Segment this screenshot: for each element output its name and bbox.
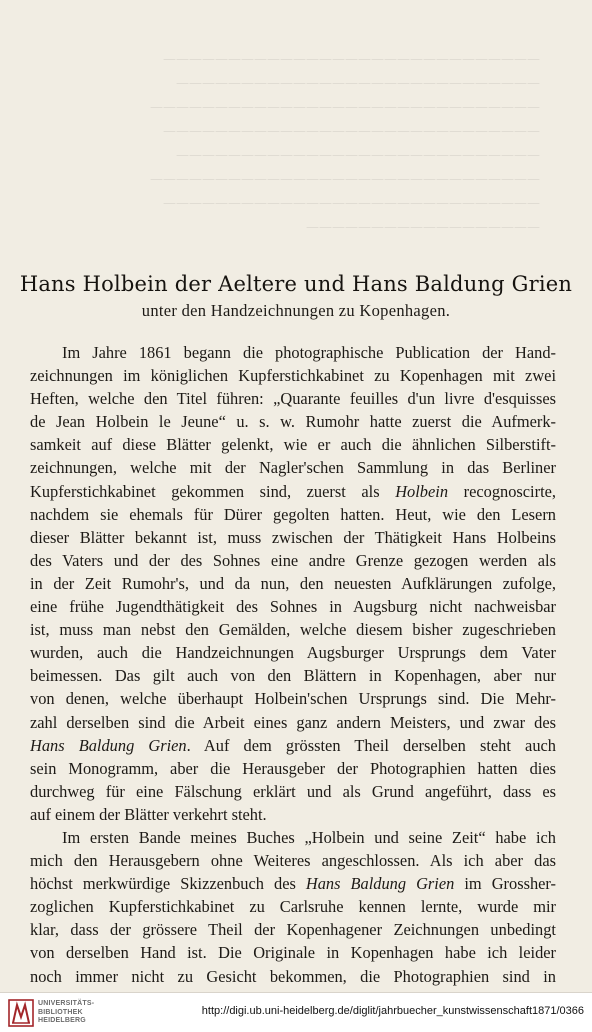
text-line: zoglichen Kupferstichkabinet zu Carlsruhe kennen lernte, wurde mir: [30, 897, 556, 917]
text-line: sein Monogramm, aber die Herausgeber der Photographien hatten dies: [30, 758, 556, 778]
text-line: Kupferstichkabinet gekommen sind, zuerst als Holbein recognoscirte,: [30, 481, 556, 501]
text-line: Im ersten Bande meines Buches „Holbein und seine Zeit“ habe ich: [62, 827, 556, 847]
body-text: [30, 341, 556, 988]
text-line: Im Jahre 1861 begann die photographische Publication der Hand-: [62, 343, 556, 362]
university-library-logo-icon: [8, 999, 34, 1027]
text-line: zeichnungen, welche mit der Nagler'schen Sammlung in das Berliner: [30, 458, 556, 478]
text-line: eine frühe Jugendthätigkeit des Sohnes in Augsburg nicht nachweisbar: [30, 597, 556, 617]
text-line: klar, dass der grössere Theil der Kopenhagener Zeichnungen unbedingt: [30, 920, 556, 940]
text-line: Heften, welche den Titel führen: „Quarante feuilles d'un livre d'esquisses: [30, 389, 556, 409]
viewer-footer: [0, 992, 592, 1032]
text-line: höchst merkwürdige Skizzenbuch des Hans Baldung Grien im Grossher-: [30, 874, 556, 894]
library-name: UNIVERSITÄTS- BIBLIOTHEK HEIDELBERG: [38, 1000, 95, 1024]
text-line: de Jean Holbein le Jeune“ u. s. w. Rumohr hatte zuerst die Aufmerk-: [30, 412, 556, 432]
text-line: wurden, auch die Handzeichnungen Augsburger Ursprungs dem Vater: [30, 643, 556, 663]
text-line: von denen, welche überhaupt Holbein'schen Ursprungs sind. Die Mehr-: [30, 689, 556, 709]
text-line: dieser Blätter bekannt ist, muss zwischen der Thätigkeit Hans Holbeins: [30, 527, 556, 547]
text-line: in der Zeit Rumohr's, und da nun, den neuesten Aufklärungen zufolge,: [30, 573, 556, 593]
text-line: noch immer nicht zu Gesicht bekommen, die Photographien sind in: [30, 966, 556, 986]
text-line: samkeit auf diese Blätter gelenkt, wie er auch die ähnlichen Silberstift-: [30, 435, 556, 455]
text-line: auf einem der Blätter verkehrt steht.: [30, 804, 267, 824]
text-line: zeichnungen im königlichen Kupferstichkabinet zu Kopenhagen mit zwei: [30, 366, 556, 386]
text-line: beimessen. Das gilt auch von den Blättern in Kopenhagen, aber nur: [30, 666, 556, 686]
text-line: ist, muss man nebst den Gemälden, welche diesem bisher zugeschrieben: [30, 620, 556, 640]
text-line: des Vaters und der des Sohnes eine andre Grenze gezogen werden als: [30, 550, 556, 570]
text-line: durchweg für eine Fälschung erklärt und als Grund angeführt, dass es: [30, 781, 556, 801]
text-line: mich den Herausgebern ohne Weiteres angeschlossen. Als ich aber das: [30, 851, 556, 871]
page-title: Hans Holbein der Aeltere und Hans Baldung Grien: [19, 272, 573, 296]
bleed-through-text: ————————————————————————————— ———————————————————————————— —————————————————————————————— ————————————————————————————— ———————————————————————————— —————————————————————————————— ————————————————————————————— ——————————————————: [150, 52, 540, 235]
text-line: nachdem sie ehemals für Dürer gegolten hatten. Heut, wie den Lesern: [30, 504, 556, 524]
text-line: Hans Baldung Grien. Auf dem grössten Theil derselben steht auch: [30, 735, 556, 755]
permalink-url[interactable]: http://digi.ub.uni-heidelberg.de/diglit/jahrbuecher_kunstwissenschaft1871/0366: [201, 1005, 584, 1017]
page-subtitle: unter den Handzeichnungen zu Kopenhagen.: [141, 301, 451, 320]
text-line: zahl derselben sind die Arbeit eines ganz andern Meisters, und zwar des: [30, 712, 556, 732]
text-line: von derselben Hand ist. Die Originale in Kopenhagen habe ich leider: [30, 943, 556, 963]
